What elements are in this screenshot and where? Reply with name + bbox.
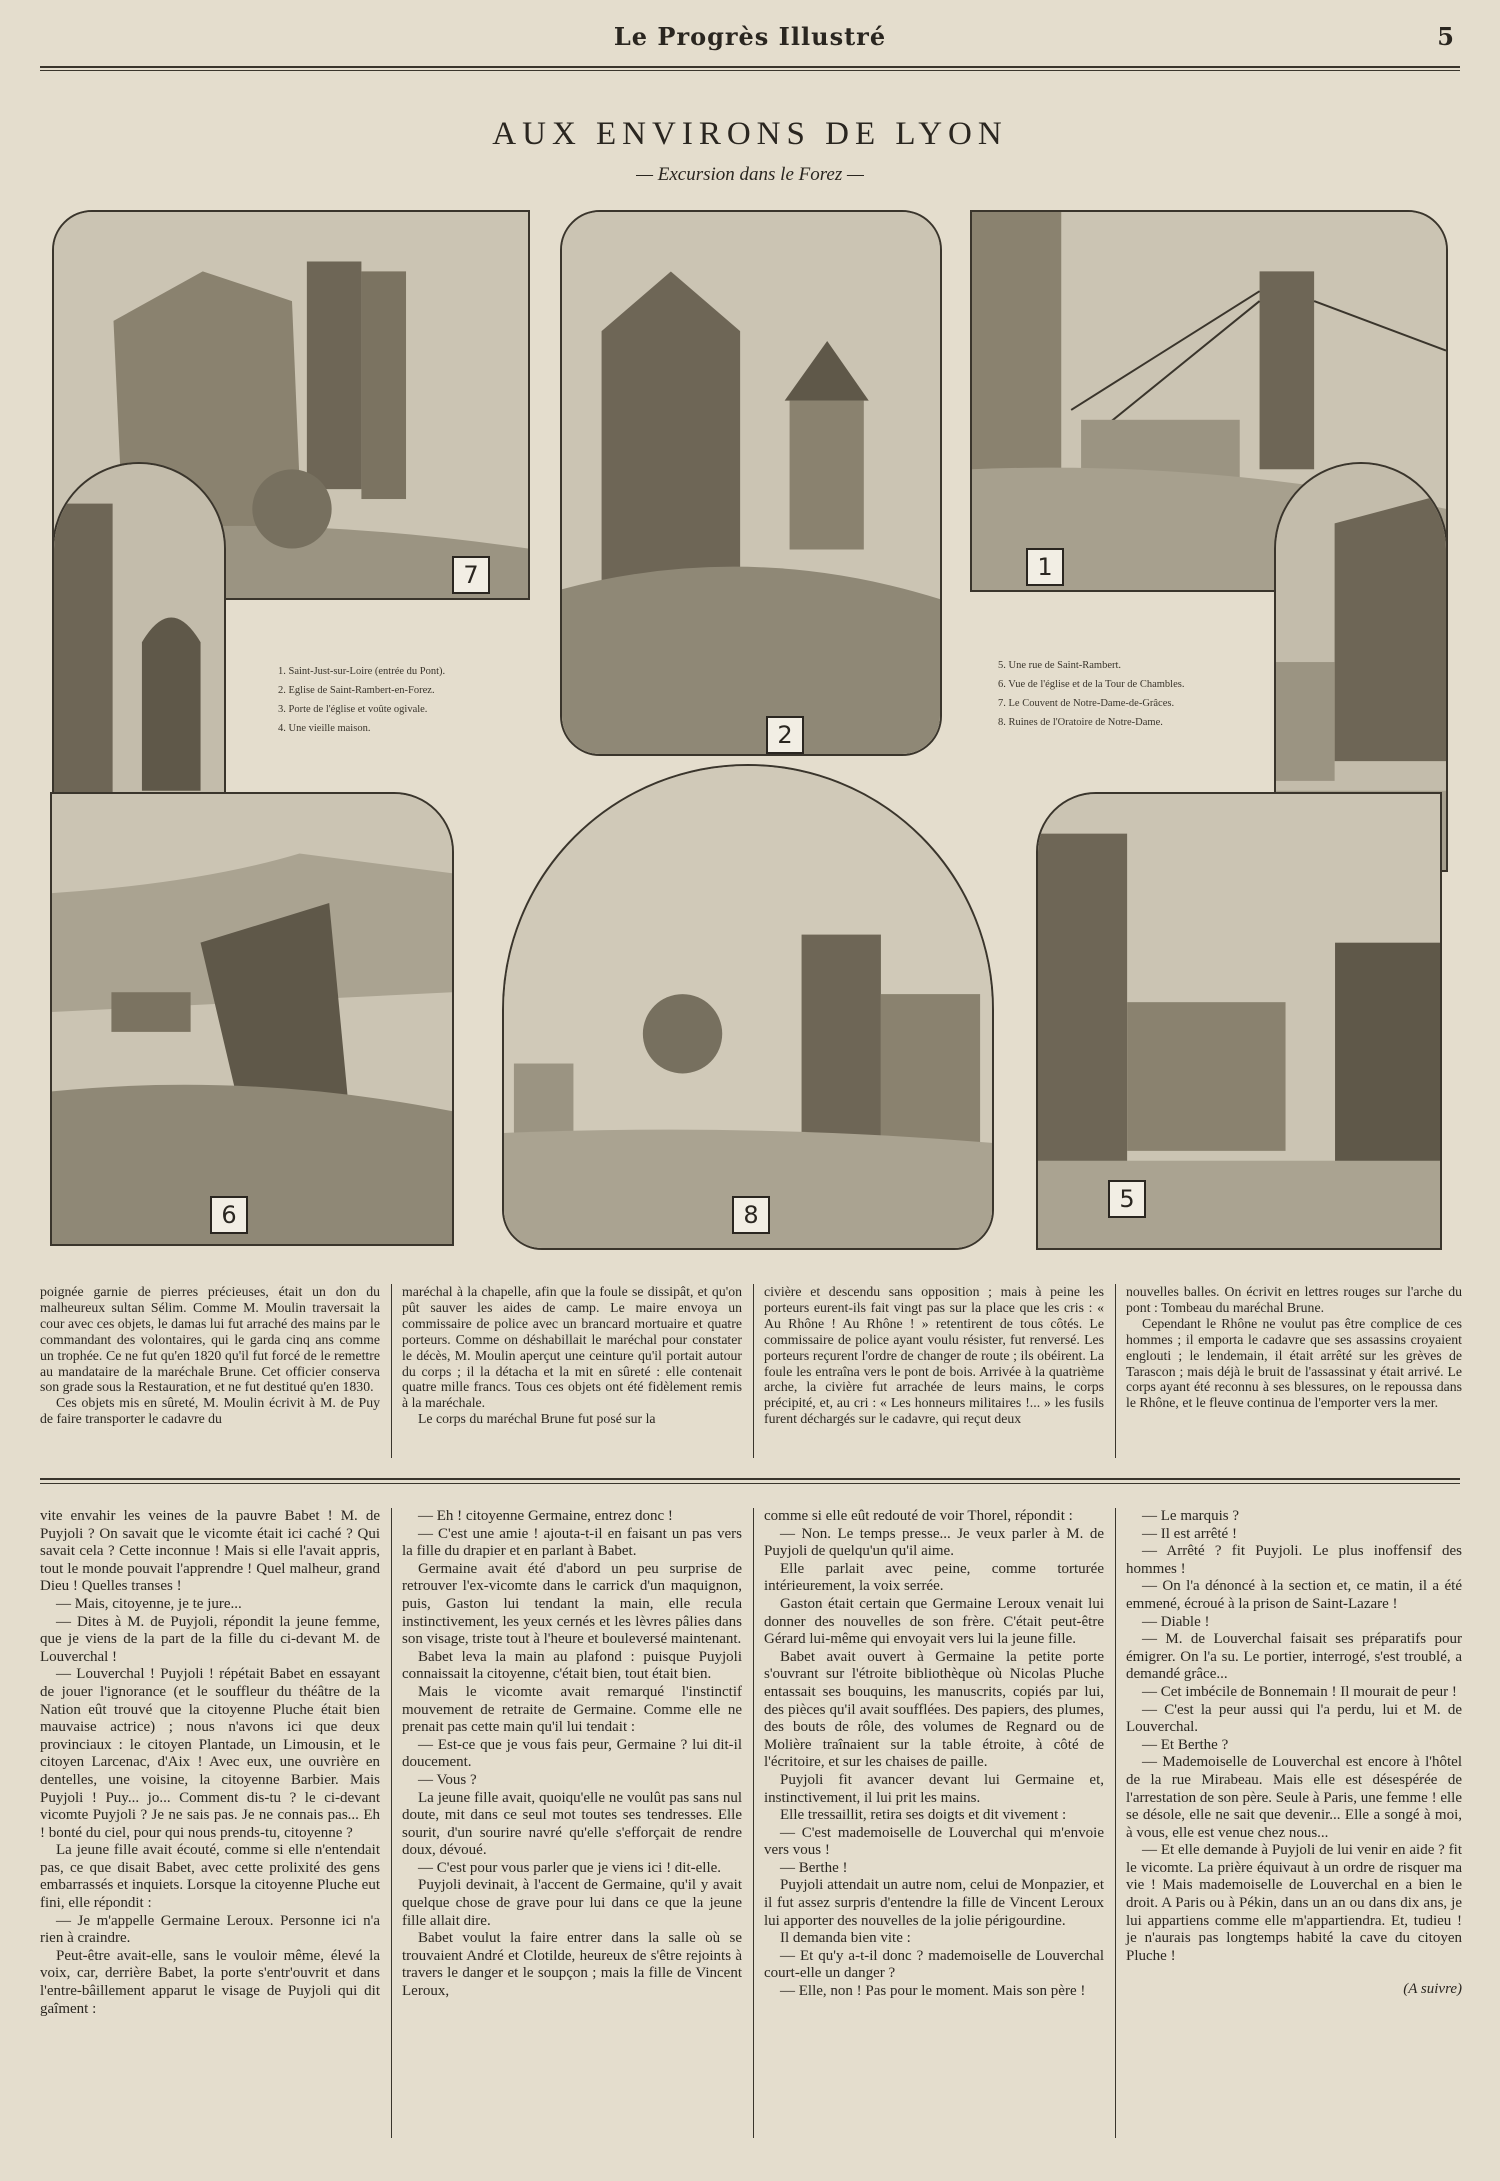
serial-column-1: [40, 1508, 380, 2018]
paragraph: — Arrêté ? fit Puyjoli. Le plus inoffensif des hommes !: [1126, 1543, 1462, 1577]
paragraph: — Elle, non ! Pas pour le moment. Mais son père !: [780, 1983, 1086, 2000]
paragraph: comme si elle eût redouté de voir Thorel, répondit :: [764, 1508, 1073, 1524]
story-divider-rule: [40, 1478, 1460, 1480]
column-divider: [391, 1284, 392, 1458]
paragraph: maréchal à la chapelle, afin que la foule se dissipât, et qu'on pût sauver les aides de camp. Le maire envoya un commissaire de police avec un brancard mortuaire et quatre porteurs. Comme on déshabillait le maréchal pour constater le décès, M. Moulin aperçut une ceinture qu'il portait autour du corps ; il la détacha et la mit en sûreté : elle contenait quatre mille francs. Tous ces objets ont été fidèlement remis à la maréchale.: [402, 1284, 742, 1411]
story-divider-rule-thin: [40, 1483, 1460, 1484]
paragraph: vite envahir les veines de la pauvre Babet ! M. de Puyjoli ? On savait que le vicomte était ici caché ? Qui savait cela ? Cette inconnue ! Mais si elle l'avait appris, tout le monde pouvait l'apprendre ! Quel malheur, grand Dieu ! Quelles transes !: [40, 1508, 380, 1595]
figure-number-1: 1: [1026, 548, 1064, 586]
paragraph: Elle tressaillit, retira ses doigts et dit vivement :: [780, 1807, 1067, 1824]
paragraph: — C'est une amie ! ajouta-t-il en faisant un pas vers la fille du drapier et en parlant à Babet.: [402, 1525, 742, 1560]
paragraph: La jeune fille avait écouté, comme si elle n'entendait pas, ce que disait Babet, avec cette prolixité des gens embarrassés et inquiets. Lorsque la citoyenne Pluche eut fini, elle répondit :: [40, 1842, 380, 1912]
paragraph: Babet avait ouvert à Germaine la petite porte s'ouvrant sur l'étroite bibliothèque où Nicolas Pluche entassait ses bouquins, les manuscrits, copiés par lui, des pièces qu'il avait soufflées. Des papiers, des plumes, des bouts de rôle, des volumes de Regnard ou de Molière traînaient sur la table étroite, à côté de l'écritoire, et sur les chaises de paille.: [764, 1648, 1104, 1771]
header-rule-thin: [40, 70, 1460, 71]
paragraph: — Il est arrêté !: [1142, 1525, 1237, 1542]
article-subtitle: — Excursion dans le Forez —: [636, 164, 864, 185]
header-rule: [40, 66, 1460, 68]
paragraph: — Et qu'y a-t-il donc ? mademoiselle de Louverchal court-elle un danger ?: [764, 1947, 1104, 1982]
engraving-ruins: [504, 766, 992, 1248]
legend-item: 4. Une vieille maison.: [278, 723, 371, 734]
paragraph: — Et elle demande à Puyjoli de lui venir en aide ? fit le vicomte. La prière équivaut à un ordre de risquer ma vie ! Mais mademoiselle de Louverchal en a bien le droit. A Paris ou à Pékin, dans un an ou dans dix ans, je lui appartiens comme elle m'appartiendra. Et, tudieu ! je n'aurais pas longtemps habité la cave du citoyen Pluche !: [1126, 1842, 1462, 1964]
legend-item: 6. Vue de l'église et de la Tour de Chambles.: [998, 679, 1185, 690]
figure-number-6: 6: [210, 1196, 248, 1234]
paragraph: Puyjoli devinait, à l'accent de Germaine, qu'il y avait quelque chose de grave pour lui dans ce que la jeune fille allait dire.: [402, 1877, 742, 1929]
paragraph: — On l'a dénoncé à la section et, ce matin, il a été emmené, écroué à la prison de Saint-Lazare !: [1126, 1578, 1462, 1612]
column-divider: [753, 1284, 754, 1458]
paragraph: — Non. Le temps presse... Je veux parler à M. de Puyjoli de quelqu'un qu'il aime.: [764, 1525, 1104, 1560]
paragraph: — C'est pour vous parler que je viens ici ! dit-elle.: [418, 1859, 722, 1876]
illustration-8: [502, 764, 994, 1250]
page-header: [40, 22, 1460, 62]
paragraph: — Le marquis ?: [1142, 1508, 1240, 1524]
paragraph: — C'est mademoiselle de Louverchal qui m'envoie vers vous !: [764, 1824, 1104, 1859]
paragraph: Ces objets mis en sûreté, M. Moulin écrivit à M. de Puy de faire transporter le cadavre du: [40, 1395, 380, 1427]
column-divider: [391, 1508, 392, 2138]
paragraph: Germaine avait été d'abord un peu surprise de retrouver l'ex-vicomte dans le carrick d'un maquignon, puis, Gaston lui tendant la main, elle recula instinctivement, les yeux cernés et les lèvres pâlies dans son visage, triste tout à l'heure et bouleversé maintenant.: [402, 1560, 742, 1648]
paragraph: — Et Berthe ?: [1142, 1736, 1229, 1753]
paragraph: — Diable !: [1142, 1613, 1210, 1630]
legend-item: 5. Une rue de Saint-Rambert.: [998, 660, 1122, 671]
story-top-column-3: [764, 1284, 1104, 1427]
column-divider: [1115, 1508, 1116, 2138]
paragraph: — Mademoiselle de Louverchal est encore à l'hôtel de la rue Mirabeau. Mais elle est désespérée de l'arrestation de son père. Seule à Paris, une femme ! elle se désole, elle ne sait que devenir... Elle a songé à moi, à vous, elle est venue chez nous...: [1126, 1754, 1462, 1841]
legend-item: 1. Saint-Just-sur-Loire (entrée du Pont).: [278, 666, 446, 677]
figure-number-2: 2: [766, 716, 804, 754]
paragraph: Puyjoli attendait un autre nom, celui de Monpazier, et il fut assez surpris d'entendre la fille de Vincent Leroux lui apporter des nouvelles de la jolie périgourdine.: [764, 1877, 1104, 1929]
paragraph: Puyjoli fit avancer devant lui Germaine et, instinctivement, il lui prit les mains.: [764, 1771, 1104, 1806]
legend-right: [998, 656, 1184, 732]
paragraph: — Vous ?: [418, 1771, 477, 1788]
paragraph: — M. de Louverchal faisait ses préparatifs pour émigrer. On l'a su. Le portier, interrogé, s'est troublé, a demandé grâce...: [1126, 1631, 1462, 1683]
legend-item: 3. Porte de l'église et voûte ogivale.: [278, 704, 428, 715]
legend-left: [278, 662, 445, 738]
illustration-5: [1036, 792, 1442, 1250]
article-title: AUX ENVIRONS DE LYON: [492, 116, 1008, 152]
paragraph: — Je m'appelle Germaine Leroux. Personne ici n'a rien à craindre.: [40, 1912, 380, 1947]
paragraph: — Eh ! citoyenne Germaine, entrez donc !: [418, 1508, 673, 1524]
serial-column-3: [764, 1508, 1104, 2001]
legend-item: 2. Eglise de Saint-Rambert-en-Forez.: [278, 685, 435, 696]
paragraph: La jeune fille avait, quoiqu'elle ne voulût pas sans nul doute, mit dans ce seul mot toutes ses tendresses. Elle sourit, d'un sourire navré qu'elle s'efforçait de rendre doux, dévoué.: [402, 1789, 742, 1859]
newspaper-title: Le Progrès Illustré: [613, 22, 887, 51]
paragraph: Peut-être avait-elle, sans le vouloir même, élevé la voix, car, derrière Babet, la porte s'entr'ouvrit et dans l'entre-bâillement apparut le visage de Puyjoli qui dit gaîment :: [40, 1947, 380, 2017]
paragraph: — Dites à M. de Puyjoli, répondit la jeune femme, que je viens de la part de la fille du ci-devant M. de Louverchal !: [40, 1613, 380, 1665]
paragraph: Il demanda bien vite :: [780, 1930, 911, 1947]
column-divider: [753, 1508, 754, 2138]
paragraph: Elle parlait avec peine, comme torturée intérieurement, la voix serrée.: [764, 1560, 1104, 1595]
paragraph: Mais le vicomte avait remarqué l'instinctif mouvement de retraite de Germaine. Comme elle ne prenait pas cette main qu'il lui tendait :: [402, 1683, 742, 1736]
illustration-6: [50, 792, 454, 1246]
serial-column-4: [1126, 1508, 1462, 1999]
paragraph: — Berthe !: [780, 1859, 848, 1876]
paragraph: nouvelles balles. On écrivit en lettres rouges sur l'arche du pont : Tombeau du maréchal Brune.: [1126, 1284, 1462, 1315]
engraving-rock-view: [52, 794, 452, 1244]
legend-item: 8. Ruines de l'Oratoire de Notre-Dame.: [998, 717, 1163, 728]
page-number: 5: [1437, 22, 1454, 51]
paragraph: — Louverchal ! Puyjoli ! répétait Babet en essayant de jouer l'ignorance (et le souffleur du théâtre de la Nation eût trouvé que la citoyenne Pluche était bien mauvaise actrice) ; nous n'avons ici que deux provinciaux : le citoyen Plantade, un Limousin, et le citoyen Larcenac, d'Aix ! Avec eux, une ouvrière en dentelles, une voisine, la citoyenne Barbier. Mais Puyjoli ! Puy... jo... Comment dis-tu ? le ci-devant vicomte Puyjoli ? Je ne sais pas. Je ne connais pas... Eh ! bonté du ciel, pour qui nous prends-tu, citoyenne ?: [40, 1666, 380, 1841]
legend-item: 7. Le Couvent de Notre-Dame-de-Grâces.: [998, 698, 1175, 709]
paragraph: poignée garnie de pierres précieuses, était un don du malheureux sultan Sélim. Comme M. Moulin traversait la cour avec ces objets, le damas lui fut arraché des mains par le commandant des volontaires, qui le garda cinq ans comme un trophée. Ce ne fut qu'en 1820 qu'il fut forcé de le remettre au mandataire de la maréchale Brune. Cet officier conserva son grade sous la Restauration, et ne fut destitué qu'en 1830.: [40, 1284, 380, 1395]
illustration-2: [560, 210, 942, 756]
paragraph: — Mais, citoyenne, je te jure...: [56, 1595, 242, 1612]
column-divider: [1115, 1284, 1116, 1458]
to-be-continued: (A suivre): [1403, 1981, 1462, 1998]
story-top-column-4: [1126, 1284, 1462, 1411]
paragraph: — Cet imbécile de Bonnemain ! Il mourait de peur !: [1142, 1683, 1457, 1700]
paragraph: Babet leva la main au plafond : puisque Puyjoli connaissait la citoyenne, c'était bien, tout était bien.: [402, 1648, 742, 1683]
story-top-column-1: [40, 1284, 380, 1427]
paragraph: civière et descendu sans opposition ; mais à peine les porteurs eurent-ils fait vingt pas sur la place que les cris : « Au Rhône ! Au Rhône ! » retentirent de tous côtés. Le commissaire de police ayant voulu résister, fut renversé. Les porteurs reçurent l'ordre de changer de route ; ils obéirent. La foule les entraîna vers le pont de bois. Arrivée à la quatrième arche, la civière fut arrachée de leurs mains, le corps précipité, et, au cri : « Les honneurs militaires !... » les fusils furent déchargés sur le cadavre, qui reçut deux: [764, 1284, 1104, 1427]
figure-number-8: 8: [732, 1196, 770, 1234]
paragraph: Cependant le Rhône ne voulut pas être complice de ces hommes ; il emporta le cadavre que ses assassins croyaient englouti ; le lendemain, il était arrêté sur les grèves de Tarascon ; mais déjà le bruit de l'assassinat y était arrivé. Le corps ayant été reconnu à ses blessures, on le repoussa dans le Rhône, et le fleuve continua de l'emporter vers la mer.: [1126, 1315, 1462, 1411]
engraving-street: [1038, 794, 1440, 1248]
figure-number-5: 5: [1108, 1180, 1146, 1218]
story-top-column-2: [402, 1284, 742, 1427]
figure-number-7: 7: [452, 556, 490, 594]
paragraph: Le corps du maréchal Brune fut posé sur la: [418, 1411, 656, 1427]
serial-column-2: [402, 1508, 742, 2001]
paragraph: — Est-ce que je vous fais peur, Germaine ? lui dit-il doucement.: [402, 1736, 742, 1771]
engraving-church: [562, 212, 940, 754]
paragraph: Gaston était certain que Germaine Leroux venait lui donner des nouvelles de son frère. C'était peut-être Gérard lui-même qui envoyait vers lui la jeune fille.: [764, 1595, 1104, 1648]
paragraph: — C'est la peur aussi qui l'a perdu, lui et M. de Louverchal.: [1126, 1701, 1462, 1736]
paragraph: Babet voulut la faire entrer dans la salle où se trouvaient André et Clotilde, heureux de s'être rejoints à travers le danger et le soupçon ; mais la fille de Vincent Leroux,: [402, 1930, 742, 2000]
